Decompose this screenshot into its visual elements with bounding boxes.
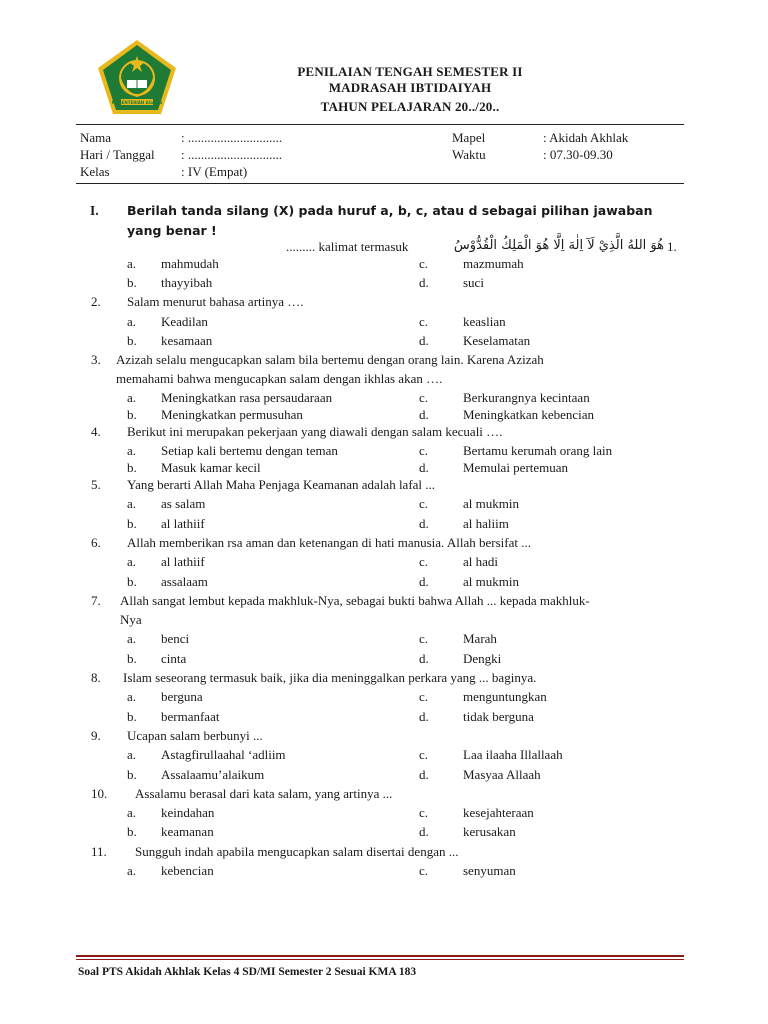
q6-text: Allah memberikan rsa aman dan ketenangan di hati manusia. Allah bersifat ... (127, 535, 531, 550)
q5-option-d[interactable]: al haliim (463, 516, 509, 531)
q11-a-label: a. (127, 863, 137, 878)
q4-text: Berikut ini merupakan pekerjaan yang diawali dengan salam kecuali …. (127, 424, 503, 439)
header-year: TAHUN PELAJARAN 20../20.. (320, 99, 500, 114)
q9-b-label: b. (127, 767, 137, 782)
q6-b-label: b. (127, 574, 137, 589)
header-title: PENILAIAN TENGAH SEMESTER II (297, 64, 523, 79)
q5-text: Yang berarti Allah Maha Penjaga Keamanan adalah lafal ... (127, 477, 436, 492)
q11-text: Sungguh indah apabila mengucapkan salam disertai dengan ... (135, 844, 459, 859)
q7-c-label: c. (419, 631, 429, 646)
q3-text: Azizah selalu mengucapkan salam bila bertemu dengan orang lain. Karena Azizah (116, 352, 544, 367)
q3-d-label: d. (419, 407, 429, 422)
q3-b-label: b. (127, 407, 137, 422)
q1-arabic: هُوَ اللهُ الَّذِيْ لَآ اِلٰهَ اِلَّا هُوَ الْمَلِكُ الْقُدُّوْسُ (453, 238, 664, 253)
hari-label: Hari / Tanggal (80, 147, 155, 162)
nama-field[interactable]: : ............................. (181, 130, 283, 145)
q7-option-c[interactable]: Marah (463, 631, 497, 646)
q1-option-c[interactable]: mazmumah (463, 256, 524, 271)
q5-number: 5. (91, 477, 101, 492)
q8-number: 8. (91, 670, 101, 685)
footer-rule-thin (76, 959, 684, 960)
q8-text: Islam seseorang termasuk baik, jika dia meninggalkan perkara yang ... baginya. (123, 670, 537, 685)
q3-a-label: a. (127, 390, 137, 405)
kelas-label: Kelas (80, 164, 110, 179)
q5-a-label: a. (127, 496, 137, 511)
q1-option-b[interactable]: thayyibah (161, 275, 213, 290)
q2-d-label: d. (419, 333, 429, 348)
q7-text: Allah sangat lembut kepada makhluk-Nya, sebagai bukti bahwa Allah ... kepada makhluk- (120, 593, 590, 608)
q4-b-label: b. (127, 460, 137, 475)
q4-d-label: d. (419, 460, 429, 475)
q9-option-d[interactable]: Masyaa Allaah (463, 767, 541, 782)
q4-option-b[interactable]: Masuk kamar kecil (161, 460, 261, 475)
nama-label: Nama (80, 130, 112, 145)
q7-text-cont: Nya (120, 612, 142, 627)
q2-b-label: b. (127, 333, 137, 348)
q2-text: Salam menurut bahasa artinya …. (127, 294, 304, 309)
q2-option-c[interactable]: keaslian (463, 314, 506, 329)
q3-number: 3. (91, 352, 101, 367)
q9-option-c[interactable]: Laa ilaaha Illallaah (463, 747, 563, 762)
q8-option-b[interactable]: bermanfaat (161, 709, 220, 724)
q9-option-b[interactable]: Assalaamu’alaikum (161, 767, 265, 782)
q6-option-d[interactable]: al mukmin (463, 574, 519, 589)
q2-option-a[interactable]: Keadilan (161, 314, 208, 329)
logo-text: KEMENTERIAN AGAMA (111, 100, 163, 105)
q8-d-label: d. (419, 709, 429, 724)
q3-option-a[interactable]: Meningkatkan rasa persaudaraan (161, 390, 333, 405)
q10-option-d[interactable]: kerusakan (463, 824, 516, 839)
q10-option-b[interactable]: keamanan (161, 824, 214, 839)
q4-option-d[interactable]: Memulai pertemuan (463, 460, 569, 475)
q7-d-label: d. (419, 651, 429, 666)
q7-option-a[interactable]: benci (161, 631, 190, 646)
q1-c-label: c. (419, 256, 429, 271)
q3-text-cont: memahami bahwa mengucapkan salam dengan ikhlas akan …. (116, 371, 443, 386)
q10-c-label: c. (419, 805, 429, 820)
kemenag-logo (96, 38, 178, 116)
q2-a-label: a. (127, 314, 137, 329)
q3-option-d[interactable]: Meningkatkan kebencian (463, 407, 595, 422)
q8-c-label: c. (419, 689, 429, 704)
q1-b-label: b. (127, 275, 137, 290)
q1-option-a[interactable]: mahmudah (161, 256, 219, 271)
q9-a-label: a. (127, 747, 137, 762)
q6-number: 6. (91, 535, 101, 550)
q10-option-a[interactable]: keindahan (161, 805, 215, 820)
q7-option-d[interactable]: Dengki (463, 651, 502, 666)
q2-option-b[interactable]: kesamaan (161, 333, 213, 348)
q3-option-b[interactable]: Meningkatkan permusuhan (161, 407, 303, 422)
q11-option-a[interactable]: kebencian (161, 863, 214, 878)
q8-option-d[interactable]: tidak berguna (463, 709, 534, 724)
q2-number: 2. (91, 294, 101, 309)
q1-number: 1. (667, 239, 677, 254)
q10-a-label: a. (127, 805, 137, 820)
q10-b-label: b. (127, 824, 137, 839)
footer-rule (76, 955, 684, 957)
header-divider-top (76, 124, 684, 125)
q11-option-c[interactable]: senyuman (463, 863, 516, 878)
q4-number: 4. (91, 424, 101, 439)
q5-option-a[interactable]: as salam (161, 496, 206, 511)
q9-option-a[interactable]: Astagfirullaahal ‘adliim (161, 747, 286, 762)
q9-d-label: d. (419, 767, 429, 782)
q10-d-label: d. (419, 824, 429, 839)
kelas-value: : IV (Empat) (181, 164, 248, 179)
q6-d-label: d. (419, 574, 429, 589)
q5-option-c[interactable]: al mukmin (463, 496, 519, 511)
q9-number: 9. (91, 728, 101, 743)
q11-c-label: c. (419, 863, 429, 878)
q11-number: 11. (91, 844, 107, 859)
q5-d-label: d. (419, 516, 429, 531)
q8-b-label: b. (127, 709, 137, 724)
q5-option-b[interactable]: al lathiif (161, 516, 205, 531)
q6-option-a[interactable]: al lathiif (161, 554, 205, 569)
q8-a-label: a. (127, 689, 137, 704)
q10-text: Assalamu berasal dari kata salam, yang artinya ... (135, 786, 393, 801)
q2-option-d[interactable]: Keselamatan (463, 333, 531, 348)
q7-number: 7. (91, 593, 101, 608)
waktu-value: : 07.30-09.30 (543, 147, 613, 162)
q2-c-label: c. (419, 314, 429, 329)
q4-option-a[interactable]: Setiap kali bertemu dengan teman (161, 443, 338, 458)
q3-c-label: c. (419, 390, 429, 405)
q8-option-c[interactable]: menguntungkan (463, 689, 547, 704)
q1-a-label: a. (127, 256, 137, 271)
header-divider-bottom (76, 183, 684, 184)
q7-b-label: b. (127, 651, 137, 666)
q4-a-label: a. (127, 443, 137, 458)
q1-option-d[interactable]: suci (463, 275, 484, 290)
mapel-value: : Akidah Akhlak (543, 130, 629, 145)
waktu-label: Waktu (452, 147, 486, 162)
q6-c-label: c. (419, 554, 429, 569)
q6-option-c[interactable]: al hadi (463, 554, 499, 569)
q4-c-label: c. (419, 443, 429, 458)
q7-option-b[interactable]: cinta (161, 651, 187, 666)
q10-number: 10. (91, 786, 108, 801)
section-number: I. (90, 203, 99, 218)
q1-d-label: d. (419, 275, 429, 290)
header-school: MADRASAH IBTIDAIYAH (328, 80, 492, 95)
q9-text: Ucapan salam berbunyi ... (127, 728, 263, 743)
q3-option-c[interactable]: Berkurangnya kecintaan (463, 390, 590, 405)
q5-b-label: b. (127, 516, 137, 531)
q1-text: ......... kalimat termasuk (286, 239, 409, 254)
q9-c-label: c. (419, 747, 429, 762)
footer-text: Soal PTS Akidah Akhlak Kelas 4 SD/MI Semester 2 Sesuai KMA 183 (78, 966, 417, 978)
section-instruction: Berilah tanda silang (X) pada huruf a, b, c, atau d sebagai pilihan jawaban yang benar ! (127, 203, 653, 238)
q4-option-c[interactable]: Bertamu kerumah orang lain (463, 443, 613, 458)
q6-option-b[interactable]: assalaam (161, 574, 208, 589)
q8-option-a[interactable]: berguna (161, 689, 203, 704)
q5-c-label: c. (419, 496, 429, 511)
mapel-label: Mapel (452, 130, 486, 145)
q7-a-label: a. (127, 631, 137, 646)
q6-a-label: a. (127, 554, 137, 569)
q10-option-c[interactable]: kesejahteraan (463, 805, 534, 820)
hari-field[interactable]: : ............................. (181, 147, 283, 162)
